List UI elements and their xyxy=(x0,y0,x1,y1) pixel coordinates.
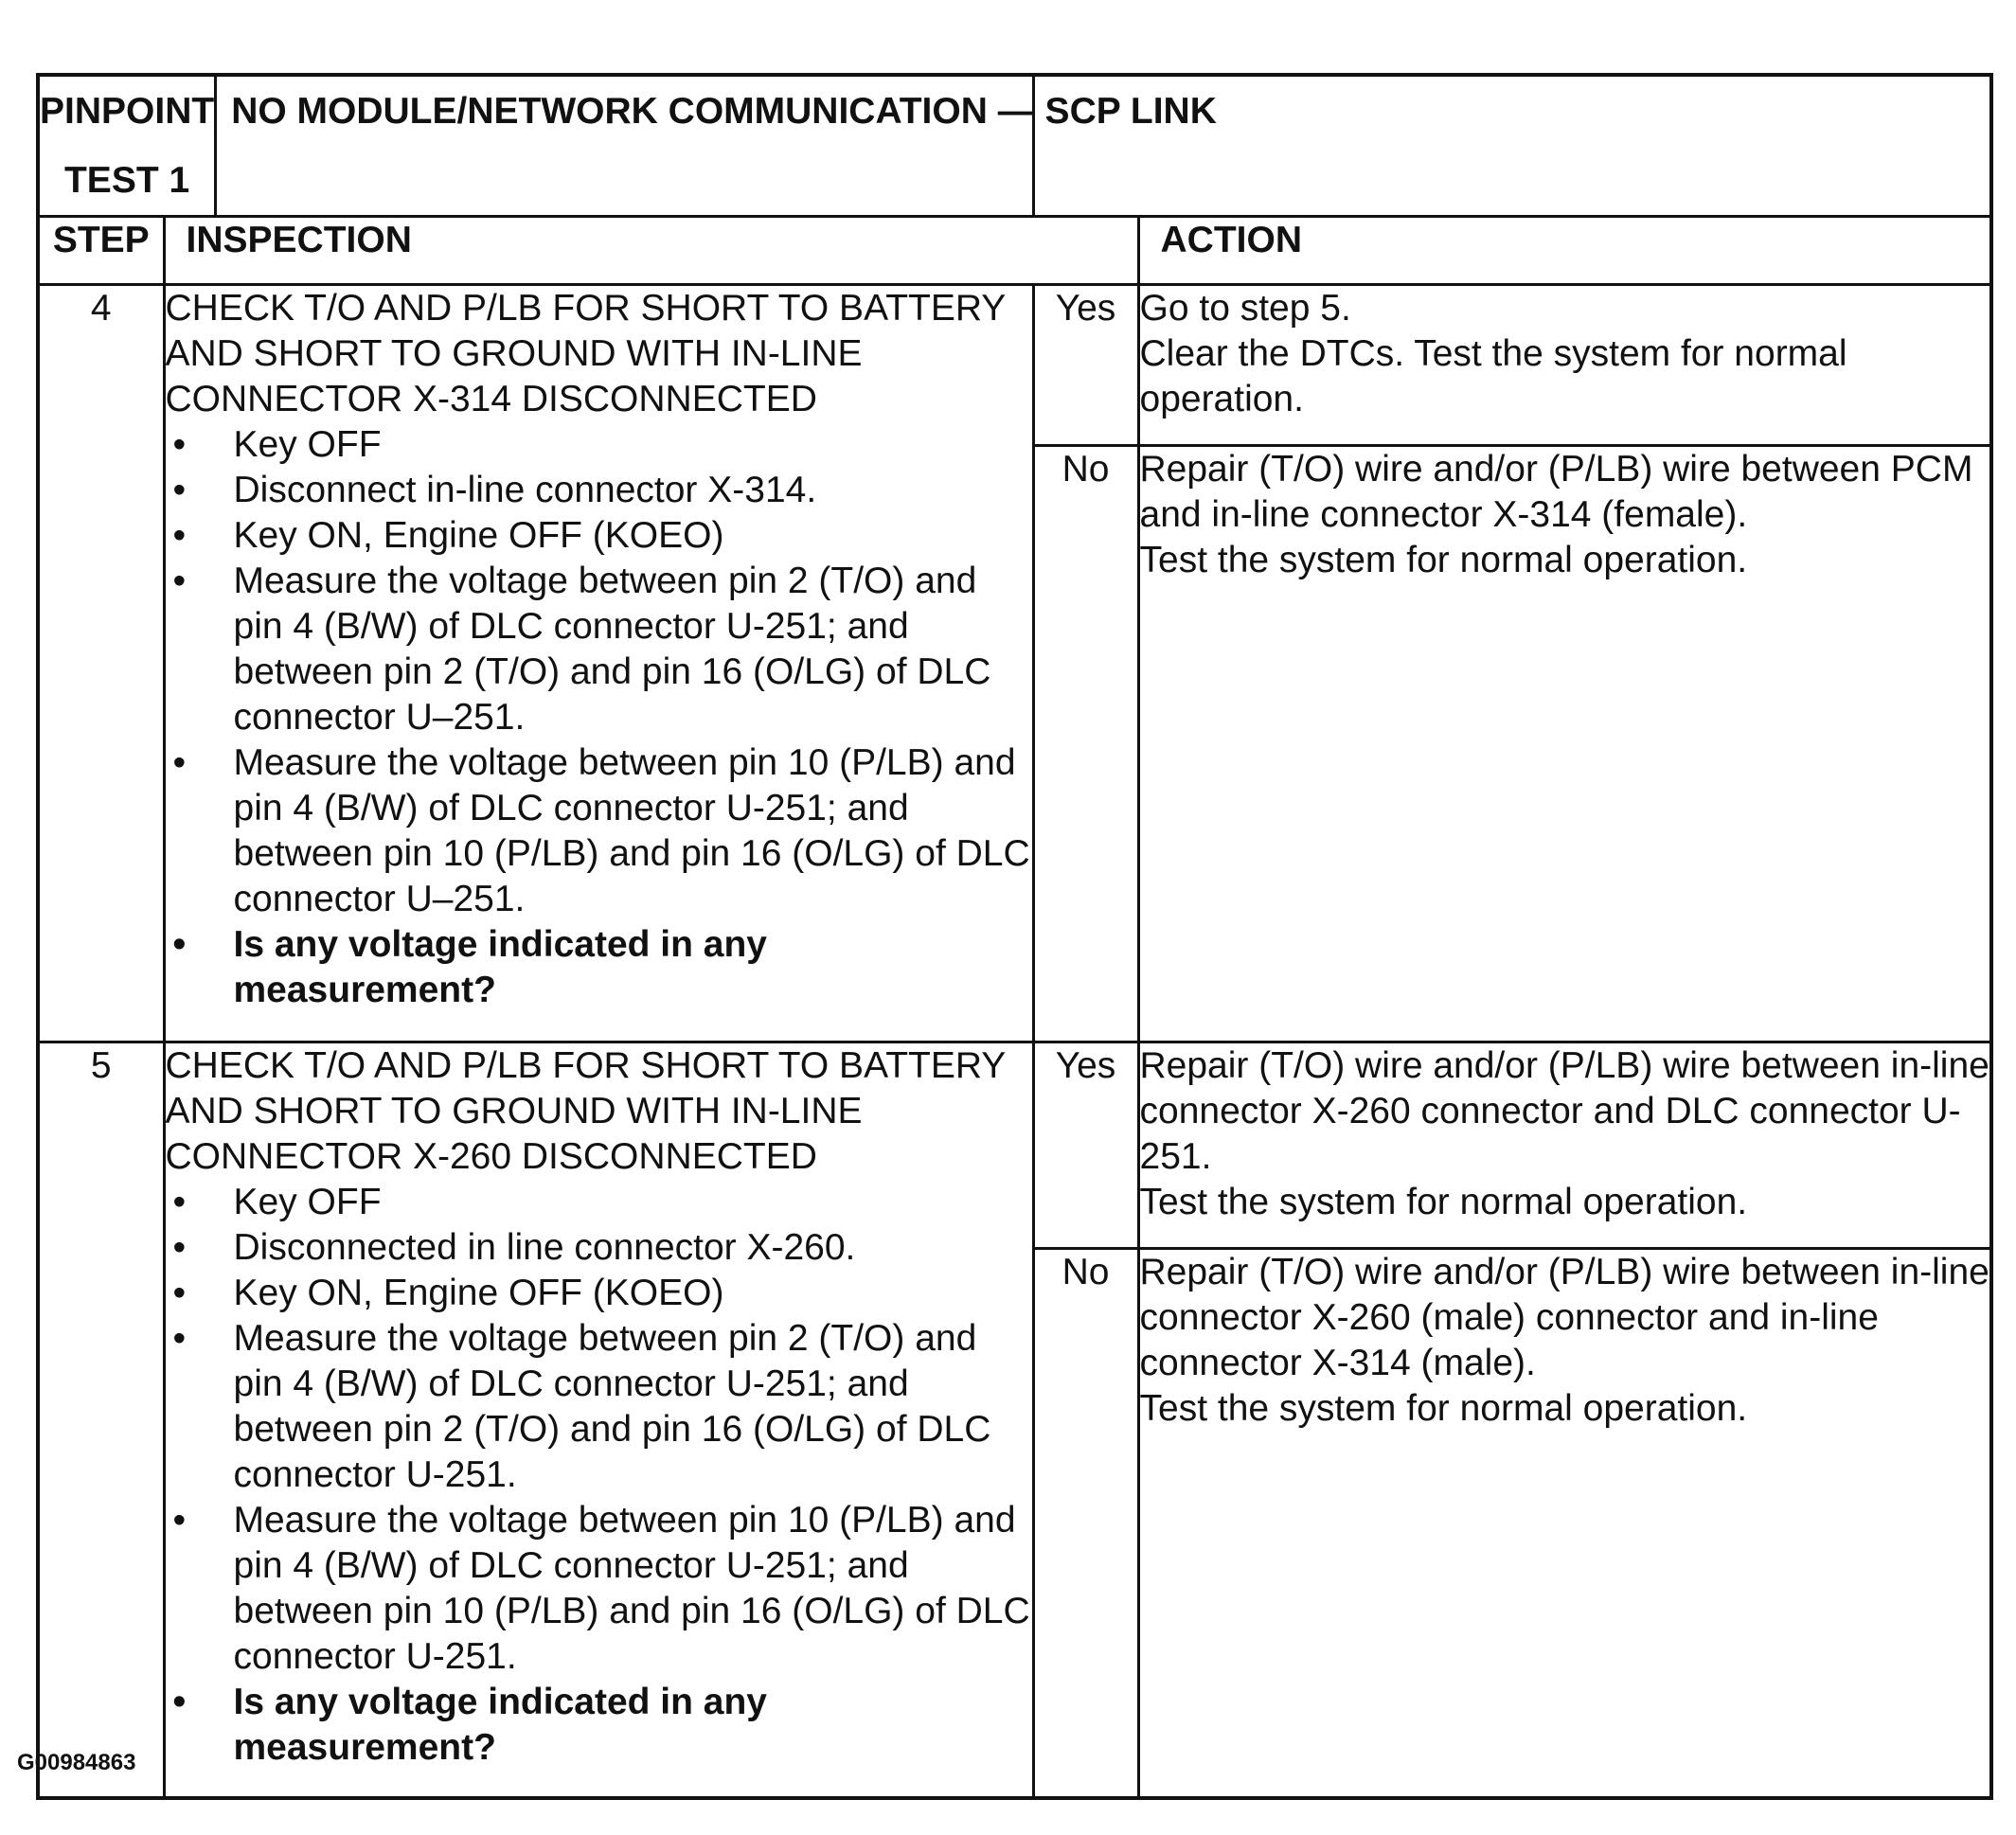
title-row xyxy=(38,75,1991,217)
test-label: PINPOINT TEST 1 xyxy=(40,77,217,215)
list-item: • Measure the voltage between pin 10 (P/LB) and pin 4 (B/W) of DLC connector U-251; and between pin 10 (P/LB) and pin 16 (O/LG) of DLC connector U-251. xyxy=(172,1500,1030,1677)
inspection-cell xyxy=(164,285,1033,1042)
test-name: NO MODULE/NETWORK COMMUNICATION — SCP LINK xyxy=(231,91,1217,132)
action-line: Test the system for normal operation. xyxy=(1139,1388,1748,1429)
action-line: Clear the DTCs. Test the system for normal operation. xyxy=(1139,333,1847,419)
bullet-icon: • xyxy=(172,1500,187,1541)
list-item: • Measure the voltage between pin 10 (P/LB) and pin 4 (B/W) of DLC connector U-251; and between pin 10 (P/LB) and pin 16 (O/LG) of DLC connector U–251. xyxy=(172,742,1030,919)
action-header: ACTION xyxy=(1138,217,1991,285)
header-row xyxy=(38,217,1991,285)
list-item: • Key OFF xyxy=(166,422,1032,468)
bullet-icon: • xyxy=(172,924,187,965)
action-line: Test the system for normal operation. xyxy=(1139,540,1748,580)
list-item: • Measure the voltage between pin 2 (T/O) and pin 4 (B/W) of DLC connector U-251; and between pin 2 (T/O) and pin 16 (O/LG) of DLC connector U–251. xyxy=(172,561,991,738)
no-label: No xyxy=(1033,446,1138,1042)
no-action xyxy=(1138,1249,1991,1798)
bullet-icon: • xyxy=(172,561,187,601)
yes-label: Yes xyxy=(1033,285,1138,446)
list-item: • Key OFF xyxy=(166,1180,1032,1225)
bullet-icon: • xyxy=(172,1227,187,1268)
inspection-cell xyxy=(164,1042,1033,1798)
bullet-icon: • xyxy=(172,1318,187,1359)
action-line: Go to step 5. xyxy=(1139,288,1351,329)
yes-action xyxy=(1138,1042,1991,1249)
step-row xyxy=(38,285,1991,446)
no-action xyxy=(1138,446,1991,1042)
bullet-icon: • xyxy=(172,742,187,783)
bullet-icon: • xyxy=(172,1273,187,1313)
question-item: • Is any voltage indicated in any measurement? xyxy=(172,1682,768,1768)
inspection-title: CHECK T/O AND P/LB FOR SHORT TO BATTERY AND SHORT TO GROUND WITH IN-LINE CONNECTOR X-314 DISCONNECTED xyxy=(165,288,1006,419)
action-line: Test the system for normal operation. xyxy=(1139,1182,1748,1222)
title-cell xyxy=(38,75,1217,217)
figure-id: G00984863 xyxy=(17,1750,136,1775)
yes-action xyxy=(1138,285,1991,446)
list-item: • Disconnect in-line connector X-314. xyxy=(166,468,1032,513)
list-item: • Key ON, Engine OFF (KOEO) xyxy=(166,513,1032,559)
list-item: • Measure the voltage between pin 2 (T/O) and pin 4 (B/W) of DLC connector U-251; and between pin 2 (T/O) and pin 16 (O/LG) of DLC connector U-251. xyxy=(172,1318,991,1495)
inspection-header: INSPECTION xyxy=(164,217,1138,285)
inspection-bullets xyxy=(166,1180,1032,1771)
question-item: • Is any voltage indicated in any measurement? xyxy=(172,924,768,1010)
inspection-bullets xyxy=(166,422,1032,1013)
step-number: 4 xyxy=(38,285,164,1042)
bullet-icon: • xyxy=(172,1182,187,1222)
inspection-title: CHECK T/O AND P/LB FOR SHORT TO BATTERY AND SHORT TO GROUND WITH IN-LINE CONNECTOR X-260 DISCONNECTED xyxy=(165,1045,1006,1177)
bullet-icon: • xyxy=(172,470,187,510)
yes-label: Yes xyxy=(1033,1042,1138,1249)
bullet-icon: • xyxy=(172,515,187,556)
bullet-icon: • xyxy=(172,424,187,465)
action-line: Repair (T/O) wire and/or (P/LB) wire between PCM and in-line connector X-314 (female). xyxy=(1139,449,1973,535)
bullet-icon: • xyxy=(172,1682,187,1722)
list-item: • Disconnected in line connector X-260. xyxy=(166,1225,1032,1271)
step-number: 5 xyxy=(38,1042,164,1798)
action-line: Repair (T/O) wire and/or (P/LB) wire between in-line connector X-260 (male) connector and in-line connector X-314 (male). xyxy=(1139,1252,1989,1383)
step-header: STEP xyxy=(38,217,164,285)
action-line: Repair (T/O) wire and/or (P/LB) wire between in-line connector X-260 connector and DLC connector U-251. xyxy=(1139,1045,1989,1177)
no-label: No xyxy=(1033,1249,1138,1798)
list-item: • Key ON, Engine OFF (KOEO) xyxy=(166,1271,1032,1316)
step-row xyxy=(38,1042,1991,1249)
pinpoint-test-table xyxy=(36,73,1993,1800)
